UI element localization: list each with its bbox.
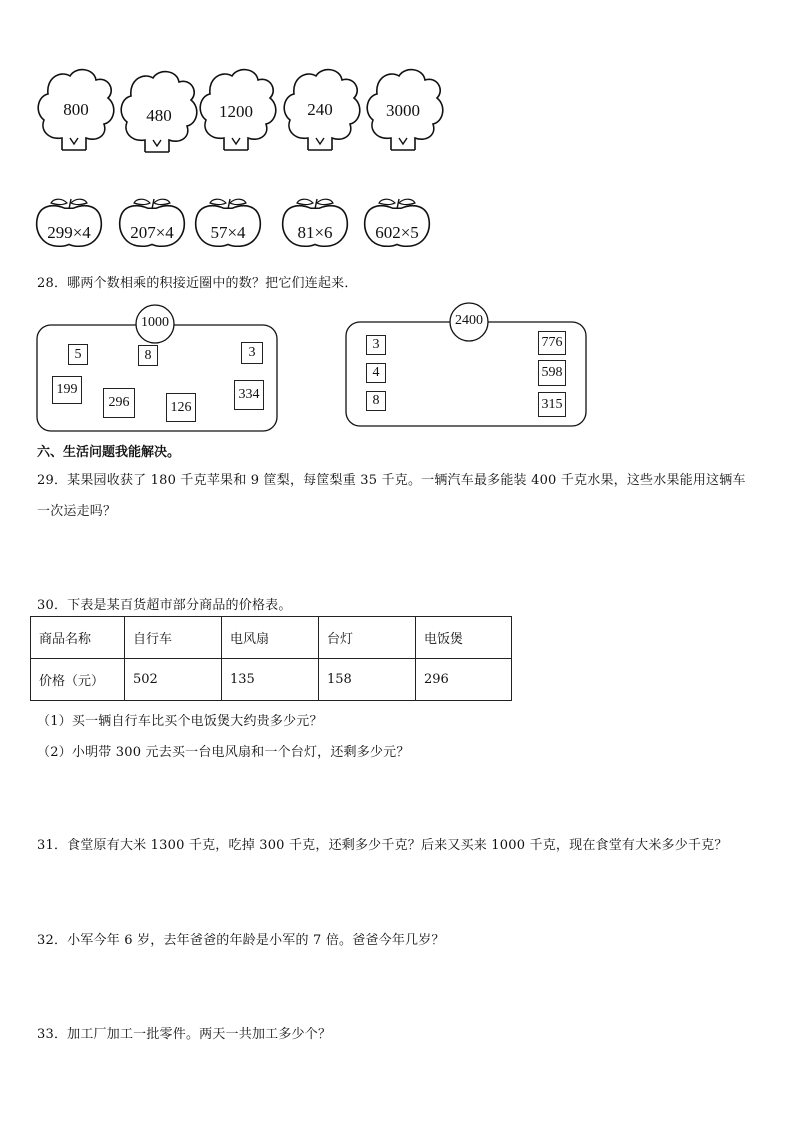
number-box[interactable]: 776: [538, 331, 566, 355]
apple-expression: 602×5: [375, 223, 419, 242]
price-table: [30, 616, 512, 701]
table-cell: 158: [319, 659, 416, 701]
question-33: 33．加工厂加工一批零件。两天一共加工多少个？: [37, 1027, 332, 1042]
question-29-line2: 一次运走吗？: [37, 504, 117, 519]
table-cell: 296: [416, 659, 512, 701]
tree-number: 1200: [219, 102, 253, 121]
tree-number: 3000: [386, 101, 420, 120]
tree-number: 800: [63, 100, 89, 119]
tree-number: 240: [307, 100, 333, 119]
trees-row: [0, 0, 794, 160]
table-cell: 商品名称: [31, 617, 125, 659]
number-box[interactable]: 126: [166, 393, 196, 422]
number-box[interactable]: 8: [366, 391, 386, 411]
tree-number: 480: [146, 106, 172, 125]
number-box[interactable]: 334: [234, 380, 264, 410]
apple-expression: 207×4: [130, 223, 174, 242]
table-cell: 电风扇: [222, 617, 319, 659]
apple-expression: 299×4: [47, 223, 91, 242]
table-cell: 502: [125, 659, 222, 701]
table-row: [31, 659, 512, 701]
table-cell: 台灯: [319, 617, 416, 659]
question-30: 30．下表是某百货超市部分商品的价格表。: [37, 598, 292, 613]
q28-frames: [0, 300, 794, 440]
circle-1000-label: 1000: [141, 315, 169, 330]
number-box[interactable]: 296: [103, 388, 135, 418]
question-30-sub2: （2）小明带 300 元去买一台电风扇和一个台灯，还剩多少元？: [37, 745, 410, 760]
number-box[interactable]: 3: [366, 335, 386, 355]
table-header-row: [31, 617, 512, 659]
number-box[interactable]: 315: [538, 392, 566, 417]
section-heading: 六、生活问题我能解决。: [37, 445, 181, 460]
apple-expression: 57×4: [210, 223, 246, 242]
question-28: 28．哪两个数相乘的积接近圈中的数？把它们连起来．: [37, 276, 358, 291]
number-box[interactable]: 4: [366, 363, 386, 383]
question-29-line1: 29．某果园收获了 180 千克苹果和 9 筐梨，每筐梨重 35 千克。一辆汽车最多能装 400 千克水果，这些水果能用这辆车: [37, 473, 746, 488]
question-32: 32．小军今年 6 岁，去年爸爸的年龄是小军的 7 倍。爸爸今年几岁？: [37, 933, 445, 948]
table-cell: 电饭煲: [416, 617, 512, 659]
number-box[interactable]: 199: [52, 376, 82, 404]
question-31: 31．食堂原有大米 1300 千克，吃掉 300 千克，还剩多少千克？后来又买来 1000 千克，现在食堂有大米多少千克？: [37, 838, 728, 853]
apple-expression: 81×6: [297, 223, 333, 242]
number-box[interactable]: 598: [538, 360, 566, 386]
number-box[interactable]: 5: [68, 344, 88, 365]
question-30-sub1: （1）买一辆自行车比买个电饭煲大约贵多少元？: [37, 714, 323, 729]
table-cell: 价格（元）: [31, 659, 125, 701]
table-cell: 135: [222, 659, 319, 701]
number-box[interactable]: 8: [138, 345, 158, 366]
table-cell: 自行车: [125, 617, 222, 659]
circle-2400-label: 2400: [455, 313, 483, 328]
number-box[interactable]: 3: [241, 342, 263, 364]
